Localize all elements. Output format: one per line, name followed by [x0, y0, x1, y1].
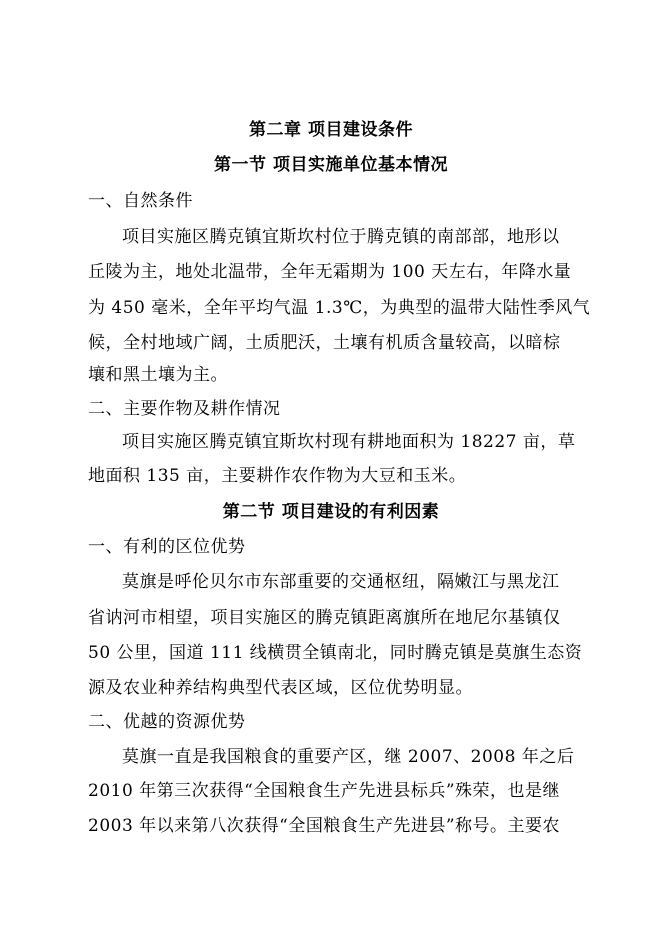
paragraph-line: 2010 年第三次获得“全国粮食生产先进县标兵”殊荣，也是继 [88, 781, 561, 801]
section-title: 第二节 项目建设的有利因素 [222, 502, 440, 522]
paragraph-line: 项目实施区腾克镇宜斯坎村现有耕地面积为 18227 亩，草 [122, 432, 576, 452]
paragraph-line: 莫旗一直是我国粮食的重要产区，继 2007、2008 年之后 [122, 747, 575, 767]
paragraph-line: 50 公里，国道 111 线横贯全镇南北，同时腾克镇是莫旗生态资 [88, 643, 583, 663]
paragraph-line: 项目实施区腾克镇宜斯坎村位于腾克镇的南部部，地形以 [122, 227, 560, 247]
paragraph-line: 2003 年以来第八次获得“全国粮食生产先进县”称号。主要农 [88, 816, 561, 836]
subsection-heading: 二、主要作物及耕作情况 [88, 399, 281, 419]
paragraph-line: 丘陵为主，地处北温带，全年无霜期为 100 天左右，年降水量 [88, 262, 572, 282]
chapter-title: 第二章 项目建设条件 [249, 120, 413, 140]
subsection-heading: 一、自然条件 [88, 191, 193, 211]
paragraph-line: 地面积 135 亩，主要耕作农作物为大豆和玉米。 [88, 466, 467, 486]
paragraph-line: 省讷河市相望，项目实施区的腾克镇距离旗所在地尼尔基镇仅 [88, 608, 561, 628]
subsection-heading: 二、优越的资源优势 [88, 712, 246, 732]
subsection-heading: 一、有利的区位优势 [88, 537, 246, 557]
paragraph-line: 莫旗是呼伦贝尔市东部重要的交通枢纽，隔嫩江与黑龙江 [122, 572, 560, 592]
section-title: 第一节 项目实施单位基本情况 [214, 155, 448, 175]
paragraph-line: 源及农业种养结构典型代表区域，区位优势明显。 [88, 678, 473, 698]
paragraph-line: 为 450 毫米，全年平均气温 1.3℃，为典型的温带大陆性季风气 [88, 298, 591, 318]
paragraph-line: 候，全村地域广阔，土质肥沃，土壤有机质含量较高，以暗棕 [88, 333, 561, 353]
paragraph-line: 壤和黑土壤为主。 [88, 365, 228, 385]
